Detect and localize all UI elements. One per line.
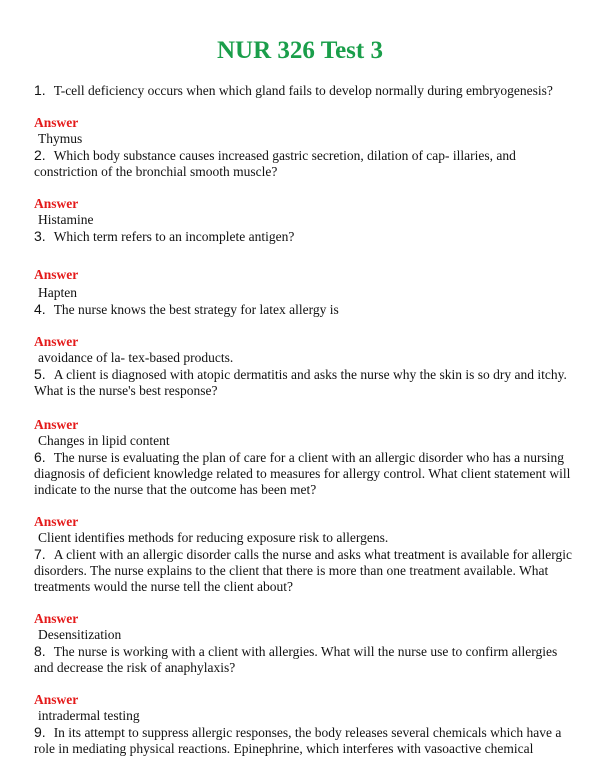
- question-5: [34, 366, 574, 399]
- question-text: Which term refers to an incomplete antigen?: [53, 229, 295, 244]
- question-number: 3.: [34, 228, 46, 244]
- question-7: [34, 546, 574, 595]
- question-number: 1.: [34, 82, 46, 98]
- question-3: [34, 228, 574, 245]
- question-9: [34, 724, 574, 757]
- answer-label: Answer: [34, 334, 79, 349]
- question-number: 8.: [34, 643, 46, 659]
- answer-text: Histamine: [38, 212, 94, 227]
- answer-label: Answer: [34, 611, 79, 626]
- qa-item-2: [34, 147, 574, 228]
- question-6: [34, 449, 574, 498]
- answer-text: Desensitization: [38, 627, 122, 642]
- question-number: 7.: [34, 546, 46, 562]
- answer-label: Answer: [34, 115, 79, 130]
- question-number: 9.: [34, 724, 46, 740]
- question-text: In its attempt to suppress allergic responses, the body releases several chemicals which have a role in mediating physical reactions. Epinephrine, which interferes with vasoactive chemical: [34, 725, 562, 756]
- answer-text: Changes in lipid content: [38, 433, 170, 448]
- answer-text: Hapten: [38, 285, 77, 300]
- qa-item-6: [34, 449, 574, 546]
- question-number: 5.: [34, 366, 46, 382]
- question-1: [34, 82, 574, 99]
- answer-label: Answer: [34, 514, 79, 529]
- qa-item-4: [34, 301, 574, 366]
- answer-text: intradermal testing: [38, 708, 140, 723]
- question-text: Which body substance causes increased gastric secretion, dilation of cap- illaries, and constriction of the bronchial smooth muscle?: [34, 148, 516, 179]
- qa-item-5: [34, 366, 574, 449]
- question-text: A client is diagnosed with atopic dermatitis and asks the nurse why the skin is so dry and itchy. What is the nurse's best response?: [34, 367, 567, 398]
- question-text: The nurse knows the best strategy for latex allergy is: [53, 302, 339, 317]
- question-text: T-cell deficiency occurs when which gland fails to develop normally during embryogenesis?: [53, 83, 553, 98]
- question-text: A client with an allergic disorder calls the nurse and asks what treatment is available for allergic disorders. The nurse explains to the client that there is more than one treatment available. What treatments would the nurse tell the client about?: [34, 547, 573, 594]
- question-text: The nurse is evaluating the plan of care for a client with an allergic disorder who has a nursing diagnosis of deficient knowledge related to measures for allergy control. What client statement will indicate to the nurse that the outcome has been met?: [34, 450, 571, 497]
- answer-text: Thymus: [38, 131, 83, 146]
- question-4: [34, 301, 574, 318]
- answer-label: Answer: [34, 692, 79, 707]
- question-number: 2.: [34, 147, 46, 163]
- qa-item-7: [34, 546, 574, 643]
- question-8: [34, 643, 574, 676]
- answer-text: Client identifies methods for reducing exposure risk to allergens.: [38, 530, 389, 545]
- answer-label: Answer: [34, 196, 79, 211]
- answer-label: Answer: [34, 267, 79, 282]
- qa-item-9: [34, 724, 574, 757]
- question-list: [34, 82, 574, 757]
- answer-label: Answer: [34, 417, 79, 432]
- qa-item-3: [34, 228, 574, 301]
- answer-text: avoidance of la- tex-based products.: [38, 350, 234, 365]
- question-2: [34, 147, 574, 180]
- page-title: NUR 326 Test 3: [217, 37, 383, 64]
- qa-item-8: [34, 643, 574, 724]
- question-text: The nurse is working with a client with allergies. What will the nurse use to confirm allergies and decrease the risk of anaphylaxis?: [34, 644, 558, 675]
- question-number: 6.: [34, 449, 46, 465]
- question-number: 4.: [34, 301, 46, 317]
- qa-item-1: [34, 82, 574, 147]
